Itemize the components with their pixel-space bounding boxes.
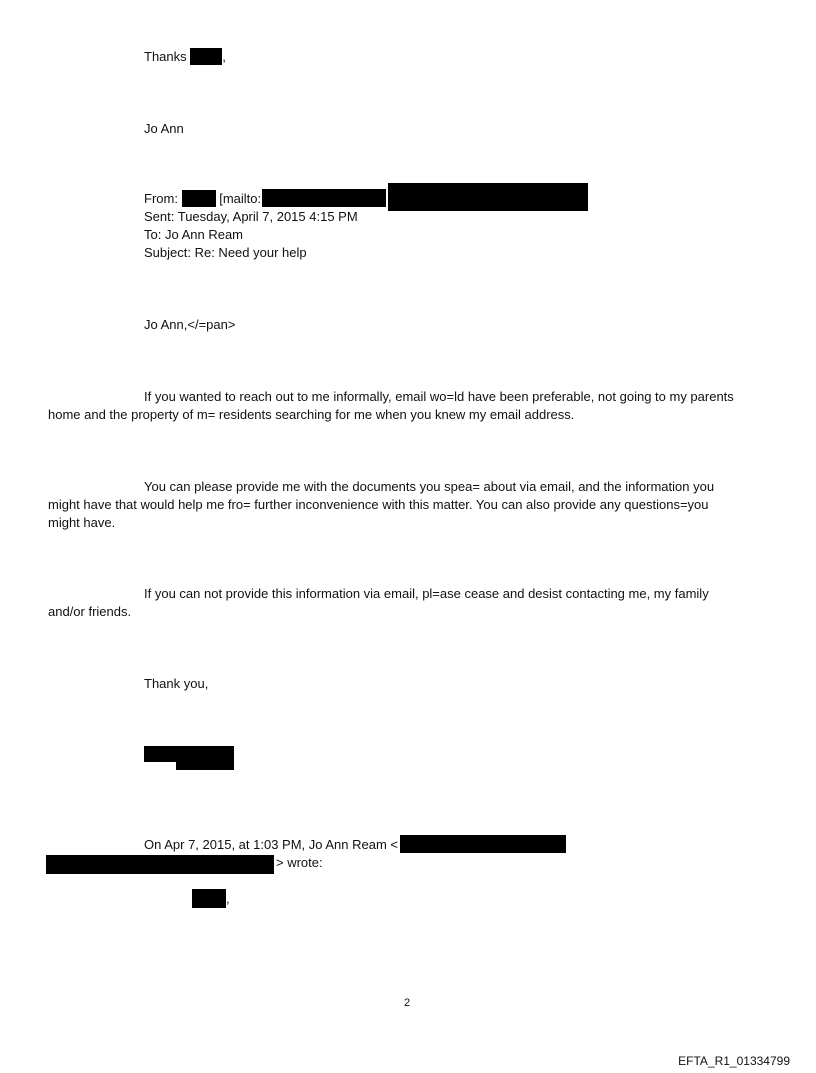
- mailto-label: [mailto:: [219, 191, 262, 206]
- paragraph-1-line-1: If you wanted to reach out to me informally, email wo=ld have been preferable, not going to my parents: [144, 389, 734, 404]
- redaction-box: [190, 48, 222, 65]
- greeting-line: [144, 48, 226, 66]
- closing: Thank you,: [144, 676, 209, 691]
- redaction-box: [400, 835, 566, 853]
- paragraph-2-line-1: You can please provide me with the documents you spea= about via email, and the information you: [144, 479, 715, 494]
- from-label: From:: [144, 191, 178, 206]
- quote-line-2: > wrote:: [276, 855, 323, 870]
- salutation: Jo Ann,</=pan>: [144, 317, 236, 332]
- subject-line: Subject: Re: Need your help: [144, 245, 307, 260]
- sent-line: Sent: Tuesday, April 7, 2015 4:15 PM: [144, 209, 358, 224]
- paragraph-3-line-1: If you can not provide this information via email, pl=ase cease and desist contacting me, my family: [144, 586, 709, 601]
- paragraph-2-line-2: might have that would help me fro= further inconvenience with this matter. You can also provide any questions=you: [48, 497, 709, 512]
- redaction-box: [46, 855, 274, 874]
- comma: ,: [226, 891, 230, 906]
- quote-line-1: On Apr 7, 2015, at 1:03 PM, Jo Ann Ream <: [144, 837, 399, 852]
- redaction-box: [388, 183, 588, 211]
- from-line: [144, 190, 261, 208]
- document-id: EFTA_R1_01334799: [678, 1054, 790, 1068]
- redaction-box: [176, 756, 234, 770]
- signature-jo-ann: Jo Ann: [144, 121, 184, 136]
- page-number: 2: [404, 997, 411, 1009]
- redaction-box: [182, 190, 216, 207]
- paragraph-3-line-2: and/or friends.: [48, 604, 132, 619]
- redaction-box: [192, 889, 226, 908]
- greeting-text: Thanks: [144, 49, 187, 64]
- paragraph-2-line-3: might have.: [48, 515, 116, 530]
- redaction-box: [262, 189, 386, 207]
- paragraph-1-line-2: home and the property of m= residents searching for me when you knew my email address.: [48, 407, 575, 422]
- to-line: To: Jo Ann Ream: [144, 227, 243, 242]
- comma: ,: [222, 49, 226, 64]
